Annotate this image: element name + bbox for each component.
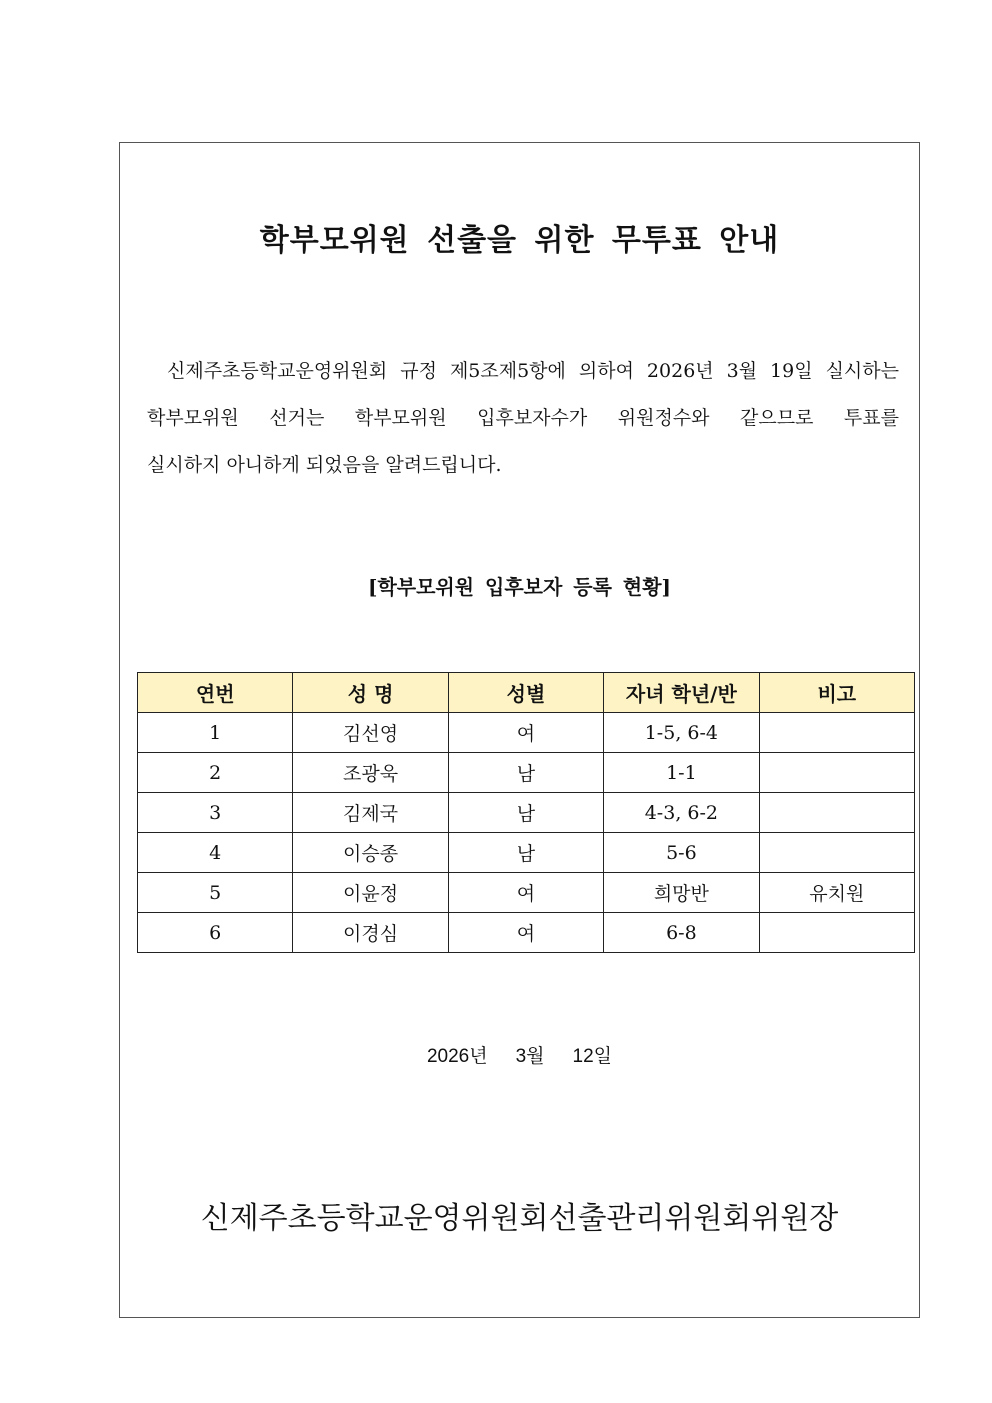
cell-child-class: 6-8 <box>604 913 759 953</box>
document-title: 학부모위원 선출을 위한 무투표 안내 <box>259 223 780 258</box>
table-header-row <box>138 673 915 713</box>
table-row <box>138 713 915 753</box>
candidates-table <box>137 672 915 953</box>
header-name: 성 명 <box>293 673 448 713</box>
cell-remarks <box>759 833 914 873</box>
cell-number: 6 <box>138 913 293 953</box>
header-gender: 성별 <box>448 673 603 713</box>
notice-line-2: 학부모위원 선거는 학부모위원 입후보자수가 위원정수와 같으므로 투표를 <box>147 407 899 429</box>
table-row <box>138 913 915 953</box>
notice-line-3: 실시하지 아니하게 되었음을 알려드립니다. <box>147 454 502 476</box>
cell-name: 김제국 <box>293 793 448 833</box>
cell-gender: 남 <box>448 793 603 833</box>
date-day: 12일 <box>572 1046 613 1067</box>
cell-gender: 여 <box>448 873 603 913</box>
cell-number: 4 <box>138 833 293 873</box>
cell-name: 조광욱 <box>293 753 448 793</box>
cell-name: 이승종 <box>293 833 448 873</box>
notice-line-1: 신제주초등학교운영위원회 규정 제5조제5항에 의하여 2026년 3월 19일 실시하는 <box>167 360 899 382</box>
cell-child-class: 희망반 <box>604 873 759 913</box>
cell-child-class: 5-6 <box>604 833 759 873</box>
cell-name: 김선영 <box>293 713 448 753</box>
cell-gender: 여 <box>448 913 603 953</box>
date-year: 2026년 <box>426 1046 488 1067</box>
header-child-class: 자녀 학년/반 <box>604 673 759 713</box>
cell-remarks <box>759 913 914 953</box>
cell-remarks: 유치원 <box>759 873 914 913</box>
cell-gender: 여 <box>448 713 603 753</box>
cell-child-class: 1-1 <box>604 753 759 793</box>
table-caption: [학부모위원 입후보자 등록 현황] <box>368 575 671 599</box>
cell-gender: 남 <box>448 753 603 793</box>
cell-remarks <box>759 753 914 793</box>
notice-body <box>147 348 899 489</box>
issue-date <box>120 1041 919 1068</box>
table-row <box>138 753 915 793</box>
cell-gender: 남 <box>448 833 603 873</box>
cell-child-class: 1-5, 6-4 <box>604 713 759 753</box>
header-number: 연번 <box>138 673 293 713</box>
signer-title: 신제주초등학교운영위원회선출관리위원회위원장 <box>200 1202 839 1235</box>
header-remarks: 비고 <box>759 673 914 713</box>
date-month: 3월 <box>515 1046 545 1067</box>
cell-remarks <box>759 793 914 833</box>
cell-remarks <box>759 713 914 753</box>
cell-number: 2 <box>138 753 293 793</box>
table-row <box>138 873 915 913</box>
table-row <box>138 793 915 833</box>
cell-name: 이윤정 <box>293 873 448 913</box>
document-frame <box>119 142 920 1318</box>
cell-number: 1 <box>138 713 293 753</box>
cell-number: 5 <box>138 873 293 913</box>
cell-name: 이경심 <box>293 913 448 953</box>
cell-child-class: 4-3, 6-2 <box>604 793 759 833</box>
cell-number: 3 <box>138 793 293 833</box>
table-row <box>138 833 915 873</box>
